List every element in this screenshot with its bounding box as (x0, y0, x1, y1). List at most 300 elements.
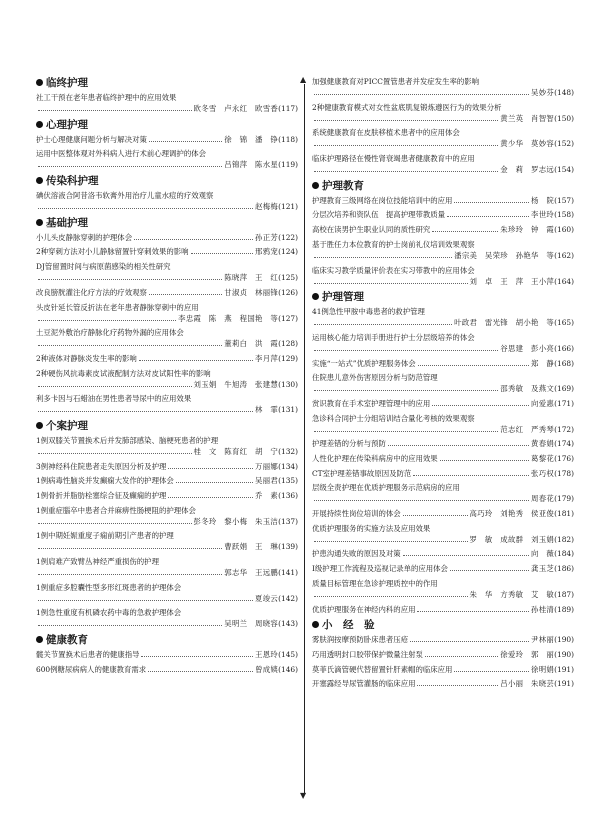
entry-page: (187) (554, 589, 574, 599)
toc-entry-line (312, 508, 574, 519)
dot-leader (314, 144, 498, 146)
toc-entry[interactable] (36, 607, 298, 629)
entry-authors: 邵秀敏 及燕文 (500, 384, 555, 394)
toc-entry[interactable] (36, 368, 298, 390)
entry-title: Ⅰ级护理工作流程及巡视记录单的应用体会 (312, 564, 448, 574)
entry-page: (179) (554, 494, 574, 504)
entry-authors: 刘 卓 王 萍 王小萍 (469, 276, 555, 286)
toc-entry[interactable] (36, 190, 298, 212)
toc-entry[interactable] (312, 265, 574, 287)
entry-title: 基于胜任力本位教育的护士岗前礼仪培训效果观察 (312, 239, 475, 249)
toc-entry[interactable] (36, 461, 298, 472)
toc-entry[interactable] (36, 246, 298, 257)
entry-title: DJ管留置时间与病原菌感染的相关性研究 (36, 262, 171, 272)
entry-page: (165) (554, 318, 574, 328)
dot-leader (314, 170, 498, 172)
entry-authors: 葛黎花 (531, 454, 555, 463)
section-heading (36, 633, 298, 648)
entry-title: 临床实习教学质量评价表在实习带教中的应用体会 (312, 265, 475, 275)
entry-title: 分层次培养和资队伍 提高护理带教质量 (312, 210, 446, 220)
toc-entry-line (312, 398, 574, 409)
entry-page: (124) (278, 247, 298, 257)
entry-title: 赏识教育在手术室护理管理中的应用 (312, 398, 431, 408)
toc-entry-line (312, 634, 574, 645)
section-heading (36, 174, 298, 189)
dot-leader (432, 404, 529, 406)
entry-authors: 黄春娟 (531, 439, 555, 449)
toc-entry[interactable] (36, 92, 298, 114)
dot-leader (403, 514, 468, 516)
entry-page: (125) (278, 273, 298, 283)
toc-entry-line (312, 276, 574, 287)
dot-leader (413, 474, 529, 476)
entry-authors: 孙正芳 (255, 232, 279, 242)
toc-entry-line (36, 272, 298, 283)
toc-entry[interactable] (36, 134, 298, 145)
toc-entry-line (312, 113, 574, 124)
entry-page: (181) (554, 509, 574, 519)
dot-leader (191, 252, 254, 254)
entry-authors: 徐爱玲 郭 丽 (500, 649, 555, 659)
toc-entry-line (36, 649, 298, 660)
entry-authors: 范志红 严秀琴 (500, 424, 555, 434)
entry-page: (145) (278, 650, 298, 660)
section-title: 护理管理 (322, 291, 364, 304)
entry-title: 1例重症多腔囊性型多形红斑患者的护理体会 (36, 582, 182, 592)
toc-entry-line (36, 338, 298, 349)
toc-entry[interactable] (312, 153, 574, 175)
toc-entry[interactable] (312, 209, 574, 220)
dot-leader (38, 109, 192, 111)
toc-entry[interactable] (312, 649, 574, 660)
dot-leader (425, 655, 498, 657)
toc-entry-line (36, 313, 298, 324)
dot-leader (417, 610, 529, 612)
toc-entry-line (312, 589, 574, 600)
toc-entry[interactable] (312, 548, 574, 559)
entry-authors: 乔 素 (255, 491, 279, 500)
entry-authors: 王恩玲 (255, 650, 279, 660)
dot-leader (38, 410, 253, 412)
entry-page: (126) (278, 287, 298, 297)
entry-title: 髋关节置换术后患者的健康指导 (36, 650, 140, 660)
dot-leader (168, 496, 253, 498)
entry-title: 加强健康教育对PICC置管患者并发症发生率的影响 (312, 77, 480, 86)
toc-entry[interactable] (36, 664, 298, 675)
dot-leader (314, 430, 498, 432)
entry-title: 运用核心能力培训手册进行护士分层级培养的体会 (312, 332, 475, 342)
entry-title: 3例神经科住院患者走失原因分析及护理 (36, 461, 167, 471)
toc-right-column (312, 76, 574, 693)
bullet-icon (36, 177, 43, 184)
toc-entry-line (312, 438, 574, 449)
entry-authors: 潘宗美 吴荣珍 孙艳华 等 (454, 250, 555, 260)
entry-title: 运用中医整体观对外科病人进行术前心理调护的体会 (36, 149, 206, 159)
toc-entry[interactable] (36, 261, 298, 283)
entry-authors: 邢鸦宠 (255, 247, 279, 257)
toc-entry-line (312, 493, 574, 504)
entry-page: (186) (554, 564, 574, 574)
entry-authors: 桂 文 陈育红 胡 宁 (193, 446, 279, 456)
entry-title: 护士心理健康问题分析与解决对策 (36, 134, 147, 144)
bullet-icon (36, 79, 43, 86)
entry-page: (143) (278, 619, 298, 629)
toc-entry[interactable] (36, 393, 298, 415)
toc-entry[interactable] (312, 482, 574, 504)
dot-leader (447, 215, 529, 217)
bullet-icon (36, 121, 43, 128)
dot-leader (410, 640, 529, 642)
entry-authors: 徐 锦 潘 铮 (224, 134, 279, 144)
toc-entry-line (36, 201, 298, 212)
entry-page: (122) (278, 232, 298, 242)
toc-entry[interactable] (312, 358, 574, 369)
toc-entry-line (36, 490, 298, 501)
entry-authors: 向 薇 (531, 549, 555, 559)
entry-authors: 夏竣云 (255, 593, 279, 603)
entry-page: (162) (554, 250, 574, 260)
section-title: 传染科护理 (46, 175, 99, 188)
entry-title: 1例急性重度有机磷农药中毒的急救护理体会 (36, 608, 182, 618)
entry-page: (118) (278, 134, 298, 144)
dot-leader (38, 344, 222, 346)
toc-entry[interactable] (36, 649, 298, 660)
entry-page: (164) (554, 276, 574, 286)
entry-title: 1例中期妊娠重度子痫前期引产患者的护理 (36, 531, 174, 541)
toc-entry[interactable] (312, 563, 574, 574)
toc-entry-line (36, 232, 298, 243)
section-heading (312, 179, 574, 194)
dot-leader (314, 282, 468, 284)
section-heading (312, 290, 574, 305)
dot-leader (314, 499, 529, 501)
entry-title: 2种液体对静脉炎发生率的影响 (36, 353, 137, 363)
entry-title: 护患沟通失败的原因及对策 (312, 549, 401, 559)
toc-entry-line (312, 453, 574, 464)
toc-entry-line (36, 593, 298, 604)
toc-entry[interactable] (36, 302, 298, 324)
entry-authors: 吕小丽 朱晓芸 (500, 679, 555, 689)
entry-authors: 黄少华 莫妙容 (500, 139, 555, 149)
entry-authors: 龚玉芝 (531, 564, 555, 574)
entry-title: 开塞露经导尿管灌肠的临床应用 (312, 679, 416, 689)
entry-page: (168) (554, 358, 574, 368)
dot-leader (417, 684, 498, 686)
entry-title: 人性化护理在传染科病房中的应用效果 (312, 454, 438, 463)
dot-leader (38, 319, 176, 321)
section-heading (312, 618, 574, 633)
toc-entry[interactable] (36, 353, 298, 364)
toc-entry[interactable] (312, 224, 574, 235)
dot-leader (38, 624, 222, 626)
toc-entry-line (312, 250, 574, 261)
entry-page: (190) (554, 649, 574, 659)
toc-entry[interactable] (36, 490, 298, 501)
entry-authors: 彭冬玲 黎小梅 朱玉洁 (193, 516, 279, 526)
entry-title: 1例双膝关节置换术后并发肺部感染、脑梗死患者的护理 (36, 435, 219, 445)
section-title: 护理教育 (322, 179, 364, 192)
toc-entry-line (312, 383, 574, 394)
dot-leader (38, 278, 222, 280)
entry-title: 1例肩难产致臂丛神经严重损伤的护理 (36, 557, 159, 567)
entry-title: 1例病毒性脑炎并发癫痫大发作的护理体会 (36, 476, 174, 486)
entry-authors: 叶政君 雷光锋 胡小艳 等 (454, 318, 555, 328)
entry-title: 2种穿刺方法对小儿静脉留置针穿刺效果的影响 (36, 247, 189, 257)
entry-page: (148) (554, 88, 574, 97)
entry-authors: 万丽娜 (255, 461, 279, 471)
entry-title: 600例糖尿病病人的健康教育需求 (36, 664, 147, 674)
entry-title: 土豆泥外敷治疗静脉化疗药物外漏的应用体会 (36, 328, 184, 338)
toc-entry-line (36, 379, 298, 390)
toc-entry-line (312, 424, 574, 435)
section-title: 临终护理 (46, 77, 88, 89)
entry-title: 开展持续性岗位培训的体会 (312, 509, 401, 519)
entry-title: 社工干预在老年患者临终护理中的应用效果 (36, 93, 177, 102)
dot-leader (314, 349, 498, 351)
entry-page: (119) (278, 160, 298, 170)
entry-page: (134) (278, 461, 298, 471)
toc-entry[interactable] (312, 438, 574, 449)
dot-leader (432, 230, 498, 232)
divider-top-marker: ▲ (300, 75, 307, 84)
entry-title: 2种硬伤风抗毒素皮试液配制方法对皮试阳性率的影响 (36, 368, 211, 378)
entry-authors: 张巧权 (531, 468, 555, 478)
toc-entry[interactable] (36, 287, 298, 298)
dot-leader (440, 459, 529, 461)
section-heading (36, 118, 298, 133)
toc-entry-line (312, 343, 574, 354)
toc-entry[interactable] (36, 556, 298, 578)
entry-page: (117) (278, 104, 298, 113)
dot-leader (450, 569, 529, 571)
dot-leader (314, 595, 468, 597)
toc-entry-line (312, 678, 574, 689)
toc-entry[interactable] (312, 398, 574, 409)
entry-authors: 吕锦萍 陈水星 (224, 160, 279, 170)
entry-authors: 董莉白 洪 霞 (224, 339, 279, 349)
entry-page: (189) (554, 604, 574, 614)
entry-title: 系统健康教育在皮肤移植术患者中的应用体会 (312, 128, 460, 138)
entry-page: (171) (554, 398, 574, 408)
entry-page: (160) (554, 225, 574, 235)
entry-title: 2种健康教育模式对女性盆底肌复锻炼遵医行为的效果分析 (312, 102, 502, 112)
section-heading (36, 216, 298, 231)
toc-entry-line (312, 195, 574, 206)
entry-page: (121) (278, 202, 298, 212)
entry-title: 护理教育三级网络在岗位技能培训中的应用 (312, 195, 453, 205)
entry-page: (128) (278, 339, 298, 349)
toc-entry-line (36, 567, 298, 578)
toc-entry[interactable] (36, 582, 298, 604)
toc-entry-line (312, 87, 574, 98)
toc-entry[interactable] (312, 604, 574, 615)
entry-authors: 周春花 (531, 494, 555, 504)
entry-authors: 吴妙芬 (531, 88, 555, 97)
section-heading (36, 419, 298, 434)
toc-entry[interactable] (36, 530, 298, 552)
entry-authors: 向爱惠 (531, 398, 555, 408)
dot-leader (149, 140, 222, 142)
toc-entry[interactable] (312, 195, 574, 206)
entry-page: (152) (554, 139, 574, 149)
entry-title: 质量目标管理在急诊护理质控中的作用 (312, 578, 438, 588)
entry-page: (129) (278, 353, 298, 363)
section-title: 健康教育 (46, 634, 88, 647)
entry-authors: 黄兰英 肖智智 (500, 113, 555, 123)
entry-page: (154) (554, 165, 574, 175)
toc-entry[interactable] (312, 306, 574, 328)
dot-leader (38, 165, 222, 167)
section-heading (36, 76, 298, 91)
entry-page: (150) (554, 113, 574, 123)
entry-page: (178) (554, 468, 574, 478)
dot-leader (38, 522, 192, 524)
entry-authors: 李忠霞 陈 燕 程国艳 等 (178, 313, 279, 323)
toc-entry-line (312, 649, 574, 660)
entry-title: 护理差错的分析与预防 (312, 439, 386, 449)
entry-authors: 谷思建 彭小亮 (500, 343, 555, 353)
toc-entry[interactable] (36, 505, 298, 527)
entry-page: (172) (554, 424, 574, 434)
entry-page: (130) (278, 379, 298, 389)
toc-entry-line (36, 134, 298, 145)
entry-authors: 曹跃娟 王 琳 (224, 542, 279, 552)
entry-page: (132) (278, 446, 298, 456)
toc-entry[interactable] (36, 327, 298, 349)
entry-title: 改良膀胱灌注化疗方法的疗效观察 (36, 287, 147, 297)
dot-leader (148, 670, 253, 672)
toc-entry-line (36, 246, 298, 257)
entry-title: 1例重症腦卒中患者合并麻痹性肠梗阻的护理体会 (36, 505, 196, 515)
dot-leader (388, 444, 529, 446)
entry-title: 莫菲氏滴管硬代替留置针肝素帽的临床应用 (312, 664, 453, 674)
entry-page: (191) (554, 679, 574, 689)
entry-page: (182) (554, 534, 574, 544)
bullet-icon (36, 636, 43, 643)
toc-entry[interactable] (312, 678, 574, 689)
entry-authors: 吴丽君 (255, 476, 279, 486)
entry-authors: 陈晓萍 王 红 (224, 273, 279, 283)
section-title: 基础护理 (46, 216, 88, 229)
entry-title: 急诊科合同护士分组培训结合量化考核的效果观察 (312, 413, 475, 423)
entry-authors: 朱 华 方秀敏 艾 敏 (469, 589, 555, 599)
toc-entry[interactable] (312, 372, 574, 394)
entry-page: (158) (554, 210, 574, 220)
entry-page: (131) (278, 405, 298, 415)
toc-entry-line (312, 664, 574, 675)
entry-authors: 李月萍 (255, 353, 279, 363)
entry-page: (169) (554, 384, 574, 394)
toc-entry-line (36, 541, 298, 552)
entry-title: 高校在读男护生职业认同的质性研究 (312, 225, 431, 235)
entry-page: (136) (278, 491, 298, 500)
toc-entry[interactable] (312, 664, 574, 675)
entry-authors: 金 莉 罗志远 (500, 165, 555, 175)
toc-entry[interactable] (312, 127, 574, 149)
entry-authors: 徐明娟 (531, 664, 555, 674)
entry-title: 雾肤润按摩预防卧床患者压疮 (312, 635, 409, 645)
toc-entry[interactable] (36, 148, 298, 170)
entry-title: 住院患儿意外伤害原因分析与防范管理 (312, 373, 438, 383)
dot-leader (38, 573, 222, 575)
toc-entry[interactable] (312, 508, 574, 519)
toc-entry-line (312, 563, 574, 574)
entry-page: (166) (554, 343, 574, 353)
entry-authors: 孙桂清 (531, 604, 555, 614)
entry-authors: 吴明兰 周晓容 (224, 619, 279, 629)
bullet-icon (36, 422, 43, 429)
entry-title: 实施“一站式”优质护理服务体会 (312, 358, 416, 368)
toc-entry[interactable] (36, 435, 298, 457)
toc-entry[interactable] (312, 468, 574, 479)
entry-authors: 刘玉娟 牛旭涛 张建慧 (193, 379, 279, 389)
entry-authors: 杨 院 (531, 195, 555, 205)
entry-title: 小儿头皮静脉穿刺的护理体会 (36, 232, 133, 242)
entry-authors: 尹林丽 (531, 635, 555, 645)
dot-leader (141, 655, 253, 657)
dot-leader (314, 93, 529, 95)
toc-entry-line (312, 209, 574, 220)
entry-authors: 甘淑贞 林丽锋 (224, 287, 279, 297)
section-title: 个案护理 (46, 419, 88, 432)
toc-entry[interactable] (312, 239, 574, 261)
toc-entry-line (312, 548, 574, 559)
entry-authors: 李世玲 (531, 210, 555, 220)
toc-entry-line (36, 404, 298, 415)
dot-leader (314, 323, 452, 325)
toc-entry[interactable] (312, 413, 574, 435)
entry-page: (137) (278, 516, 298, 526)
toc-entry-line (36, 664, 298, 675)
entry-page: (141) (278, 568, 298, 578)
dot-leader (134, 238, 253, 240)
toc-entry[interactable] (36, 232, 298, 243)
entry-title: 临床护理路径在慢性肾衰竭患者健康教育中的应用 (312, 154, 475, 164)
entry-authors: 曾成姨 (255, 664, 279, 674)
dot-leader (314, 389, 498, 391)
bullet-icon (312, 293, 319, 300)
toc-entry[interactable] (36, 475, 298, 486)
entry-page: (176) (554, 454, 574, 463)
toc-entry[interactable] (312, 634, 574, 645)
dot-leader (418, 364, 529, 366)
entry-title: CT室护理差错事故原因及防范 (312, 468, 412, 478)
toc-entry-line (36, 446, 298, 457)
entry-title: 头皮针延长管反折法在老年患者静脉穿刺中的应用 (36, 302, 199, 312)
entry-title: 碘伏溶液合阿昔洛韦软膏外用治疗儿童水痘的疗效观察 (36, 191, 214, 201)
dot-leader (139, 359, 253, 361)
entry-title: 41例急性甲胺中毒患者的救护管理 (312, 307, 425, 317)
toc-entry[interactable] (312, 523, 574, 545)
entry-title: 优质护理服务的实施方法及应用效果 (312, 523, 431, 533)
toc-entry[interactable] (312, 102, 574, 124)
toc-entry-line (36, 159, 298, 170)
toc-entry-line (312, 224, 574, 235)
toc-entry[interactable] (312, 578, 574, 600)
column-divider (304, 84, 305, 794)
entry-authors: 郑 静 (531, 358, 555, 368)
toc-entry-line (312, 164, 574, 175)
entry-authors: 高巧玲 刘艳秀 侯亚俊 (469, 509, 555, 519)
entry-title: 巧用透明封口胶带保护微量注射泵 (312, 649, 423, 659)
dot-leader (454, 201, 529, 203)
dot-leader (38, 452, 192, 454)
toc-entry[interactable] (312, 76, 574, 98)
dot-leader (403, 554, 529, 556)
toc-entry[interactable] (312, 453, 574, 464)
toc-entry[interactable] (312, 332, 574, 354)
entry-title: 优质护理服务在神经内科的应用 (312, 604, 416, 614)
